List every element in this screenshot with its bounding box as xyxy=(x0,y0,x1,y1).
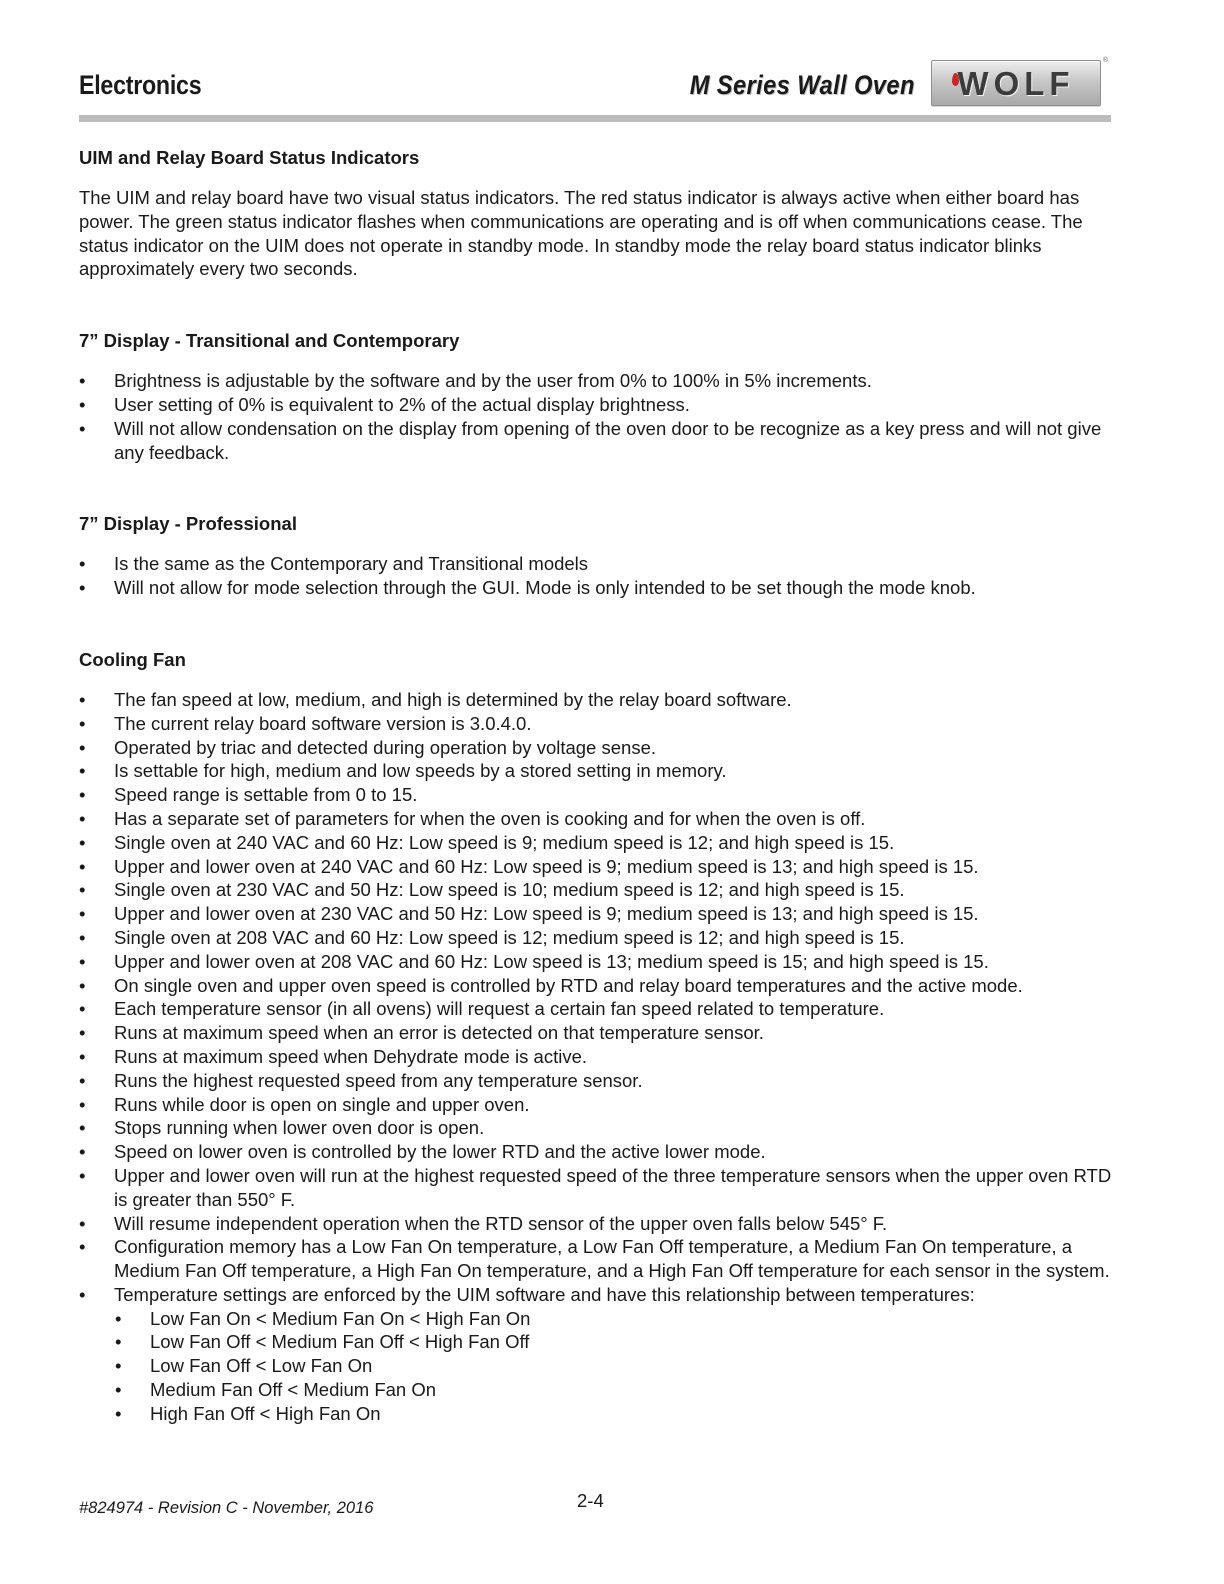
bullet-glyph: • xyxy=(79,760,86,782)
bullet-text: Single oven at 230 VAC and 50 Hz: Low speed is 10; medium speed is 12; and high speed is 15. xyxy=(114,879,905,901)
bullet-item xyxy=(79,712,1119,736)
bullet-text: Has a separate set of parameters for when the oven is cooking and for when the oven is off. xyxy=(114,807,866,829)
bullet-glyph: • xyxy=(79,1022,86,1044)
bullet-text: Brightness is adjustable by the software and by the user from 0% to 100% in 5% increments. xyxy=(114,370,872,392)
bullet-text: Operated by triac and detected during operation by voltage sense. xyxy=(114,736,656,758)
bullet-item xyxy=(79,1212,1119,1236)
bullet-text: Is the same as the Contemporary and Transitional models xyxy=(114,553,589,575)
sub-bullet-list xyxy=(79,1307,1119,1426)
bullet-item xyxy=(79,1164,1119,1212)
page-content xyxy=(79,146,1119,1426)
bullet-item xyxy=(79,831,1119,855)
sub-bullet-item xyxy=(79,1354,1119,1378)
bullet-item xyxy=(79,759,1119,783)
bullet-text: Upper and lower oven at 208 VAC and 60 Hz: Low speed is 13; medium speed is 15; and high speed is 15. xyxy=(114,950,989,972)
bullet-text: Upper and lower oven will run at the highest requested speed of the three temperature sensors when the upper oven RTD is greater than 550° F. xyxy=(114,1164,1112,1210)
page-number: 2-4 xyxy=(577,1490,604,1511)
bullet-text: Low Fan Off < Low Fan On xyxy=(150,1355,373,1377)
sub-bullet-item xyxy=(79,1307,1119,1331)
bullet-glyph: • xyxy=(79,1164,86,1186)
bullet-list xyxy=(79,552,1119,600)
bullet-text: The current relay board software version is 3.0.4.0. xyxy=(114,712,532,734)
header-divider xyxy=(79,115,1111,122)
bullet-item xyxy=(79,1069,1119,1093)
bullet-glyph: • xyxy=(79,807,86,829)
bullet-text: Low Fan On < Medium Fan On < High Fan On xyxy=(150,1307,531,1329)
bullet-item xyxy=(79,783,1119,807)
bullet-glyph: • xyxy=(79,577,86,599)
bullet-glyph: • xyxy=(79,736,86,758)
section-status-indicators xyxy=(79,146,1119,281)
bullet-text: High Fan Off < High Fan On xyxy=(150,1402,381,1424)
section-heading: Cooling Fan xyxy=(79,648,186,670)
bullet-text: Stops running when lower oven door is open. xyxy=(114,1117,485,1139)
section-paragraph: The UIM and relay board have two visual status indicators. The red status indicator is always active when either board has power. The green status indicator flashes when communications are operating and is off when communications cease. The status indicator on the UIM does not operate in standby mode. In standby mode the relay board status indicator blinks approximately every two seconds. xyxy=(79,187,1083,280)
bullet-item xyxy=(79,807,1119,831)
bullet-item xyxy=(79,1021,1119,1045)
wolf-logo xyxy=(931,57,1108,106)
bullet-glyph: • xyxy=(79,1045,86,1067)
bullet-text: Will resume independent operation when the RTD sensor of the upper oven falls below 545° F. xyxy=(114,1212,888,1234)
bullet-glyph: • xyxy=(115,1379,122,1401)
bullet-item xyxy=(79,736,1119,760)
bullet-glyph: • xyxy=(79,903,86,925)
bullet-item xyxy=(79,974,1119,998)
bullet-glyph: • xyxy=(79,1093,86,1115)
bullet-text: Low Fan Off < Medium Fan Off < High Fan Off xyxy=(150,1331,530,1353)
bullet-glyph: • xyxy=(79,926,86,948)
bullet-item xyxy=(79,1093,1119,1117)
bullet-text: Is settable for high, medium and low speeds by a stored setting in memory. xyxy=(114,760,727,782)
bullet-glyph: • xyxy=(115,1355,122,1377)
bullet-item xyxy=(79,855,1119,879)
bullet-item xyxy=(79,902,1119,926)
bullet-item xyxy=(79,1283,1119,1307)
bullet-glyph: • xyxy=(115,1307,122,1329)
bullet-list xyxy=(79,688,1119,1307)
bullet-text: Single oven at 208 VAC and 60 Hz: Low speed is 12; medium speed is 12; and high speed is 15. xyxy=(114,926,905,948)
bullet-text: Medium Fan Off < Medium Fan On xyxy=(150,1379,437,1401)
bullet-item xyxy=(79,1116,1119,1140)
bullet-item xyxy=(79,997,1119,1021)
section-display-transitional xyxy=(79,329,1119,464)
document-reference: #824974 - Revision C - November, 2016 xyxy=(79,1499,374,1517)
bullet-glyph: • xyxy=(79,950,86,972)
registered-mark: ® xyxy=(1102,57,1108,64)
bullet-glyph: • xyxy=(79,1236,86,1258)
section-heading: 7” Display - Transitional and Contemporary xyxy=(79,330,460,352)
bullet-text: Will not allow for mode selection through the GUI. Mode is only intended to be set though the mode knob. xyxy=(114,577,976,599)
bullet-text: Runs at maximum speed when Dehydrate mode is active. xyxy=(114,1045,587,1067)
bullet-list xyxy=(79,369,1119,464)
bullet-glyph: • xyxy=(79,1069,86,1091)
bullet-glyph: • xyxy=(79,1283,86,1305)
bullet-glyph: • xyxy=(79,712,86,734)
bullet-text: User setting of 0% is equivalent to 2% of the actual display brightness. xyxy=(114,393,690,415)
bullet-glyph: • xyxy=(79,417,86,439)
bullet-glyph: • xyxy=(79,553,86,575)
bullet-text: Will not allow condensation on the display from opening of the oven door to be recognize as a key press and will not give any feedback. xyxy=(114,417,1102,463)
bullet-glyph: • xyxy=(79,855,86,877)
section-display-professional xyxy=(79,512,1119,600)
bullet-text: Upper and lower oven at 240 VAC and 60 Hz: Low speed is 9; medium speed is 13; and high speed is 15. xyxy=(114,855,979,877)
bullet-item xyxy=(79,393,1119,417)
bullet-glyph: • xyxy=(79,1212,86,1234)
sub-bullet-item xyxy=(79,1378,1119,1402)
bullet-glyph: • xyxy=(115,1331,122,1353)
page-header xyxy=(79,58,1111,114)
bullet-glyph: • xyxy=(79,879,86,901)
sub-bullet-item xyxy=(79,1402,1119,1426)
bullet-item xyxy=(79,688,1119,712)
section-cooling-fan xyxy=(79,648,1119,1426)
section-title: Electronics xyxy=(79,70,202,100)
bullet-item xyxy=(79,926,1119,950)
bullet-item xyxy=(79,417,1119,465)
bullet-glyph: • xyxy=(79,831,86,853)
bullet-glyph: • xyxy=(115,1402,122,1424)
bullet-glyph: • xyxy=(79,688,86,710)
bullet-text: Configuration memory has a Low Fan On temperature, a Low Fan Off temperature, a Medium Fan On temperature, a Medium Fan Off temperature, a High Fan On temperature, and a High Fan Off temperature for each sensor in the system. xyxy=(114,1236,1110,1282)
bullet-text: Upper and lower oven at 230 VAC and 50 Hz: Low speed is 9; medium speed is 13; and high speed is 15. xyxy=(114,903,979,925)
bullet-glyph: • xyxy=(79,1141,86,1163)
bullet-item xyxy=(79,552,1119,576)
bullet-item xyxy=(79,1140,1119,1164)
section-heading: UIM and Relay Board Status Indicators xyxy=(79,147,420,168)
bullet-item xyxy=(79,1235,1119,1283)
bullet-glyph: • xyxy=(79,784,86,806)
product-title: M Series Wall Oven xyxy=(689,70,915,100)
logo-text: WOLF xyxy=(957,65,1075,102)
bullet-item xyxy=(79,950,1119,974)
bullet-text: Temperature settings are enforced by the UIM software and have this relationship between temperatures: xyxy=(114,1283,975,1305)
bullet-text: The fan speed at low, medium, and high is determined by the relay board software. xyxy=(114,688,792,710)
bullet-text: Runs while door is open on single and upper oven. xyxy=(114,1093,530,1115)
bullet-text: Speed on lower oven is controlled by the lower RTD and the active lower mode. xyxy=(114,1141,766,1163)
bullet-item xyxy=(79,878,1119,902)
bullet-item xyxy=(79,576,1119,600)
bullet-glyph: • xyxy=(79,393,86,415)
bullet-text: Runs the highest requested speed from any temperature sensor. xyxy=(114,1069,643,1091)
bullet-text: On single oven and upper oven speed is controlled by RTD and relay board temperatures and the active mode. xyxy=(114,974,1023,996)
bullet-text: Each temperature sensor (in all ovens) will request a certain fan speed related to temperature. xyxy=(114,998,885,1020)
bullet-text: Single oven at 240 VAC and 60 Hz: Low speed is 9; medium speed is 12; and high speed is 15. xyxy=(114,831,895,853)
bullet-glyph: • xyxy=(79,1117,86,1139)
bullet-glyph: • xyxy=(79,370,86,392)
section-heading: 7” Display - Professional xyxy=(79,513,297,535)
bullet-item xyxy=(79,1045,1119,1069)
bullet-text: Speed range is settable from 0 to 15. xyxy=(114,784,418,806)
bullet-glyph: • xyxy=(79,974,86,996)
bullet-text: Runs at maximum speed when an error is detected on that temperature sensor. xyxy=(114,1022,764,1044)
bullet-glyph: • xyxy=(79,998,86,1020)
bullet-item xyxy=(79,369,1119,393)
sub-bullet-item xyxy=(79,1330,1119,1354)
